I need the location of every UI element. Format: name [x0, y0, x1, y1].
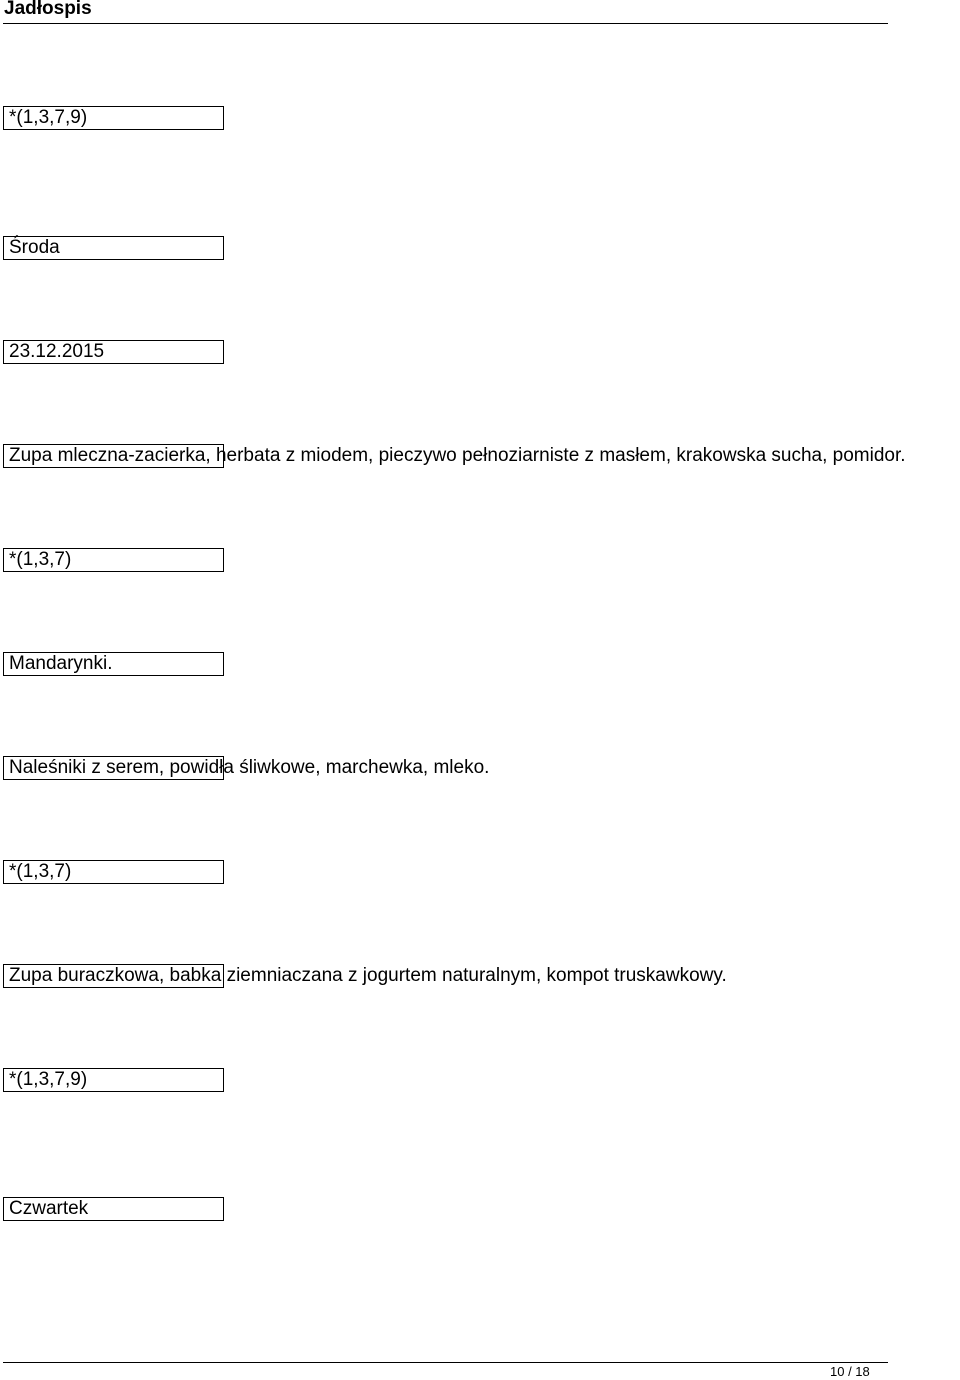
weekday-label: Środa: [9, 237, 60, 258]
date-label: 23.12.2015: [9, 341, 105, 362]
meal-description: Naleśniki z serem, powidła śliwkowe, marchewka, mleko.: [9, 757, 490, 778]
header-divider: [3, 23, 888, 24]
meal-description: Zupa buraczkowa, babka ziemniaczana z jogurtem naturalnym, kompot truskawkowy.: [9, 965, 727, 986]
allergen-code: *(1,3,7): [9, 861, 72, 882]
footer-divider: [3, 1362, 888, 1363]
allergen-code: *(1,3,7): [9, 549, 72, 570]
document-title: Jadłospis: [4, 0, 92, 19]
meal-description: Zupa mleczna-zacierka, herbata z miodem, pieczywo pełnoziarniste z masłem, krakowska sucha, pomidor.: [9, 445, 906, 466]
weekday-label: Czwartek: [9, 1198, 89, 1219]
meal-description: Mandarynki.: [9, 653, 113, 674]
page-number: 10 / 18: [830, 1364, 870, 1379]
allergen-code: *(1,3,7,9): [9, 1069, 88, 1090]
allergen-code: *(1,3,7,9): [9, 107, 88, 128]
